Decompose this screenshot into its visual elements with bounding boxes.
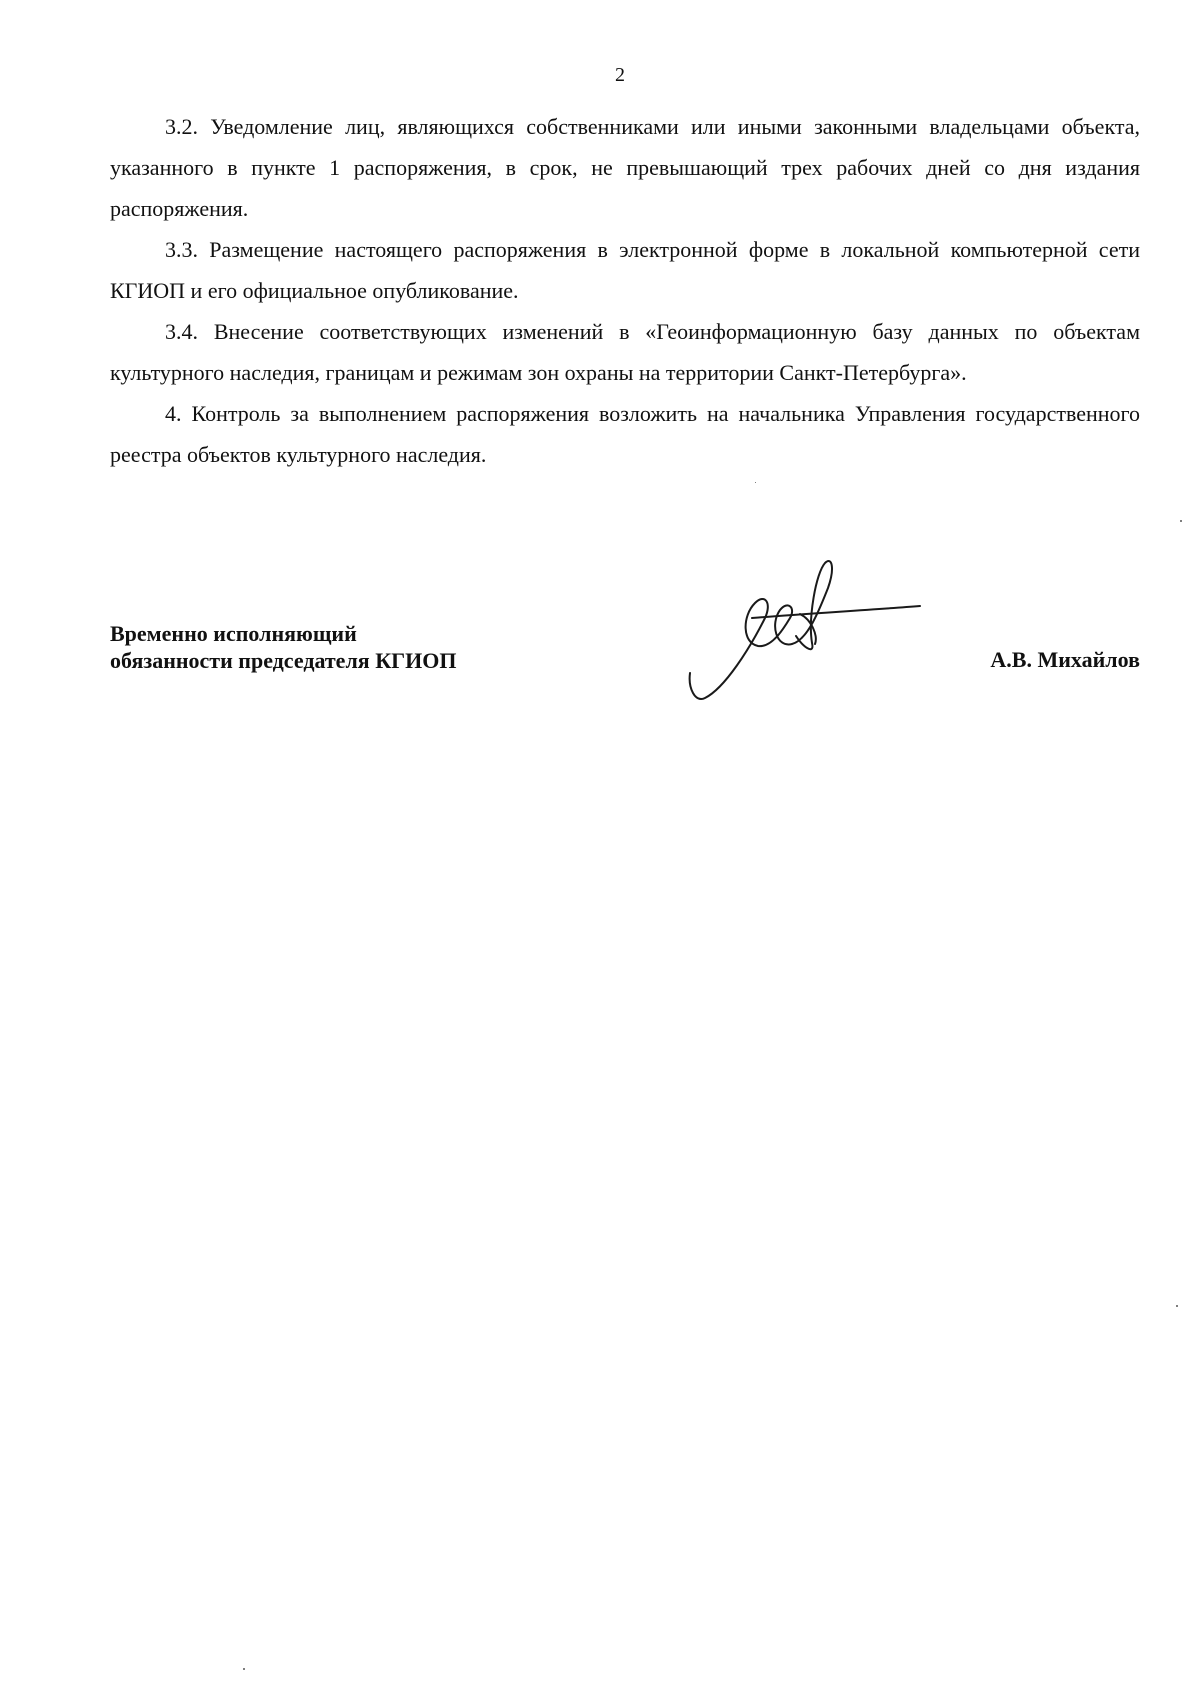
paragraph-3-4: 3.4. Внесение соответствующих изменений в «Геоинформационную базу данных по объектам культурного наследия, границам и режимам зон охраны на территории Санкт-Петербурга». xyxy=(110,319,1140,385)
page-number: 2 xyxy=(615,64,625,86)
document-body xyxy=(110,106,1140,475)
handwritten-signature-icon xyxy=(680,548,950,718)
paragraph-3-2: 3.2. Уведомление лиц, являющихся собственниками или иными законными владельцами объекта, указанного в пункте 1 распоряжения, в срок, не превышающий трех рабочих дней со дня издания распоряжения. xyxy=(110,114,1140,221)
scan-speck xyxy=(243,1668,245,1670)
scan-speck xyxy=(1180,520,1182,522)
scan-speck xyxy=(1176,1305,1178,1307)
position-line-1: Временно исполняющий xyxy=(110,621,357,646)
signer-name: А.В. Михайлов xyxy=(990,647,1140,672)
paragraph-3-3: 3.3. Размещение настоящего распоряжения в электронной форме в локальной компьютерной сети КГИОП и его официальное опубликование. xyxy=(110,237,1140,303)
paragraph-4: 4. Контроль за выполнением распоряжения возложить на начальника Управления государственного реестра объектов культурного наследия. xyxy=(110,401,1140,467)
position-line-2: обязанности председателя КГИОП xyxy=(110,648,457,673)
signatory-position xyxy=(110,620,456,674)
scan-speck xyxy=(755,482,756,483)
